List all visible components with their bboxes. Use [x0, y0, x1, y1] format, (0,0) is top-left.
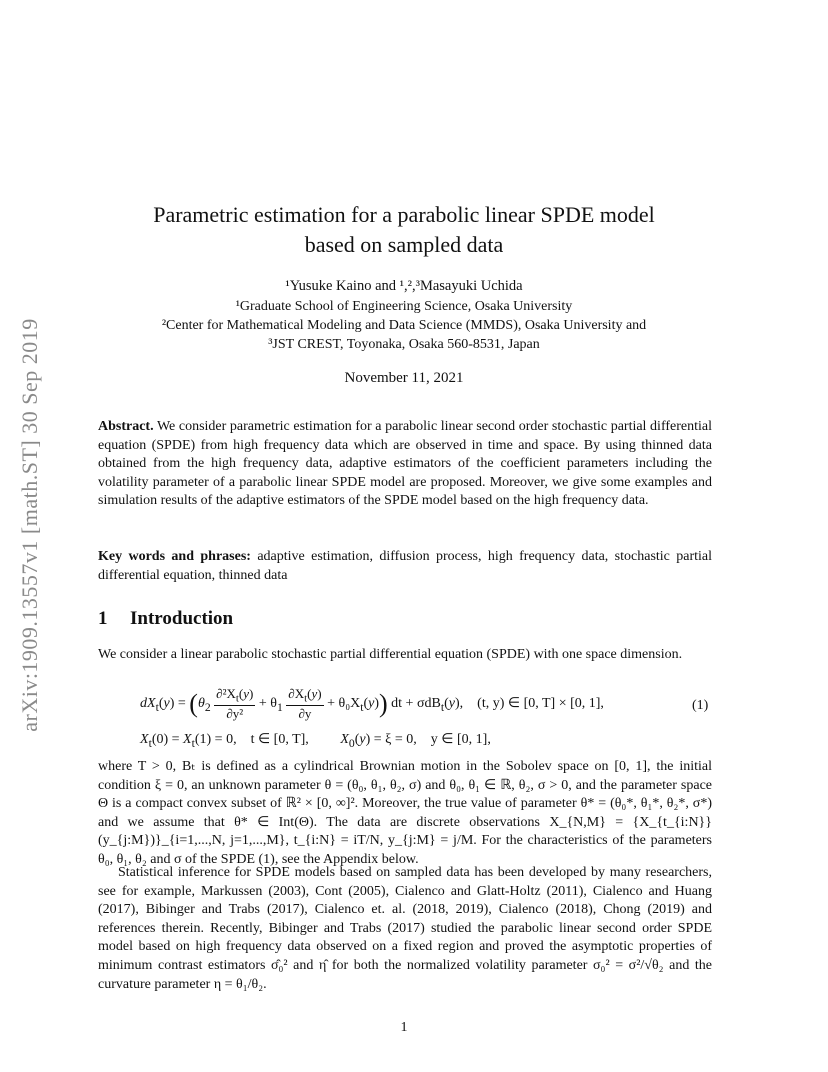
- keywords-label: Key words and phrases:: [98, 549, 251, 564]
- authors: ¹Yusuke Kaino and ¹,²,³Masayuki Uchida: [285, 278, 523, 294]
- paper-title: [100, 200, 708, 260]
- eq2-initial: X: [340, 732, 349, 747]
- affiliation-3: ³JST CREST, Toyonaka, Osaka 560-8531, Japan: [268, 337, 540, 352]
- eq1-theta1: + θ: [258, 696, 277, 712]
- eq1-drift: + θ₀X: [327, 696, 361, 712]
- eq2-time-domain: t ∈ [0, T],: [250, 732, 309, 747]
- section-heading: [98, 608, 233, 630]
- abstract-text: We consider parametric estimation for a parabolic linear second order stochastic partial differential equation (SPDE) from high frequency data which are observed in time and space. By using thinned data obtained from the high frequency data, adaptive estimators of the coefficient parameters including the volatility parameter of a parabolic linear SPDE model are proposed. Moreover, we give some examples and simulation results of the adaptive estimators of the SPDE model based on the high frequency data.: [98, 419, 712, 509]
- equation-1-label: (1): [692, 698, 709, 713]
- eq1-lhs: dX: [140, 696, 156, 712]
- literature-paragraph: Statistical inference for SPDE models based on sampled data has been developed by many researchers, see for example, Markussen (2003), Cont (2005), Cialenco and Glatt-Holtz (2011), Cialenco and Huang (2017), Bibinger and Trabs (2017), Cialenco et. al. (2018, 2019), Cialenco (2018), Chong (2019) and references therein. Recently, Bibinger and Trabs (2017) studied the parabolic linear second order SPDE model based on high frequency data observed on a fixed region and proved the asymptotic properties of minimum contrast estimators σ̂₀² and η̂ for both the normalized volatility parameter σ₀² = σ²/√θ₂ and the curvature parameter η = θ₁/θ₂.: [98, 865, 712, 992]
- paper-date: November 11, 2021: [344, 370, 464, 386]
- equation-1: $dX_t(y) = (\theta_2$ $\frac{\partial^2X_t(y)}{\text{∂y²}}$ + $\theta_1$ $\frac{\partial X_t(y)}{\partial y}$ + $\theta_0X_t(y)$) dt + σdB$_t$(y), (t, y) ∈ [0, T] × [0, 1],: [140, 686, 604, 721]
- eq1-theta2: θ: [197, 696, 205, 712]
- abstract: [98, 418, 712, 511]
- keywords: [98, 548, 712, 585]
- affiliation-1: ¹Graduate School of Engineering Science, Osaka University: [235, 299, 573, 314]
- arxiv-identifier: arXiv:1909.13557v1 [math.ST] 30 Sep 2019: [17, 318, 42, 732]
- eq1-first-derivative: $\frac{\partial X_t(y)}{\partial y}$: [288, 686, 322, 721]
- eq1-second-derivative: $\frac{\partial^2X_t(y)}{\text{∂y²}}$: [216, 686, 254, 721]
- title-line-1: Parametric estimation for a parabolic linear SPDE model: [153, 202, 655, 227]
- arxiv-side-stamp: [10, 275, 50, 775]
- section-title: Introduction: [130, 608, 234, 629]
- eq2-boundary: X: [140, 732, 149, 747]
- page-number: 1: [400, 1020, 408, 1035]
- eq2-space-domain: y ∈ [0, 1],: [430, 732, 491, 747]
- eq1-domain: (t, y) ∈ [0, T] × [0, 1],: [477, 696, 604, 712]
- where-paragraph: where T > 0, Bₜ is defined as a cylindrical Brownian motion in the Sobolev space on [0, 1], the initial condition ξ = 0, an unknown parameter θ = (θ₀, θ₁, θ₂, σ) and θ₀, θ₁ ∈ ℝ, θ₂, σ > 0, and the parameter space Θ is a compact convex subset of ℝ² × [0, ∞]². Moreover, the true value of parameter θ* = (θ₀*, θ₁*, θ₂*, σ*) and we assume that θ* ∈ Int(Θ). The data are discrete observations X_{N,M} = {X_{t_{i:N}}(y_{j:M})}_{i=1,...,N, j=1,...,M}, t_{i:N} = iT/N, y_{j:M} = j/M. For the characteristics of the parameters θ₀, θ₁, θ₂ and σ of the SPDE (1), see the Appendix below.: [98, 759, 712, 867]
- abstract-label: Abstract.: [98, 419, 154, 434]
- affiliation-2: ²Center for Mathematical Modeling and Data Science (MMDS), Osaka University and: [161, 318, 647, 333]
- keywords-text: adaptive estimation, diffusion process, high frequency data, stochastic partial differential equation, thinned data: [98, 549, 713, 583]
- section-number: 1: [98, 608, 108, 629]
- intro-paragraph: We consider a linear parabolic stochastic partial differential equation (SPDE) with one space dimension.: [98, 647, 683, 662]
- title-line-2: based on sampled data: [304, 232, 504, 257]
- equation-2: $X_t(0) = X_t(1) = 0$, t ∈ [0, T], $X_0(y) = \xi = 0$, y ∈ [0, 1],: [140, 732, 491, 750]
- eq1-noise: dt + σdB: [391, 696, 441, 712]
